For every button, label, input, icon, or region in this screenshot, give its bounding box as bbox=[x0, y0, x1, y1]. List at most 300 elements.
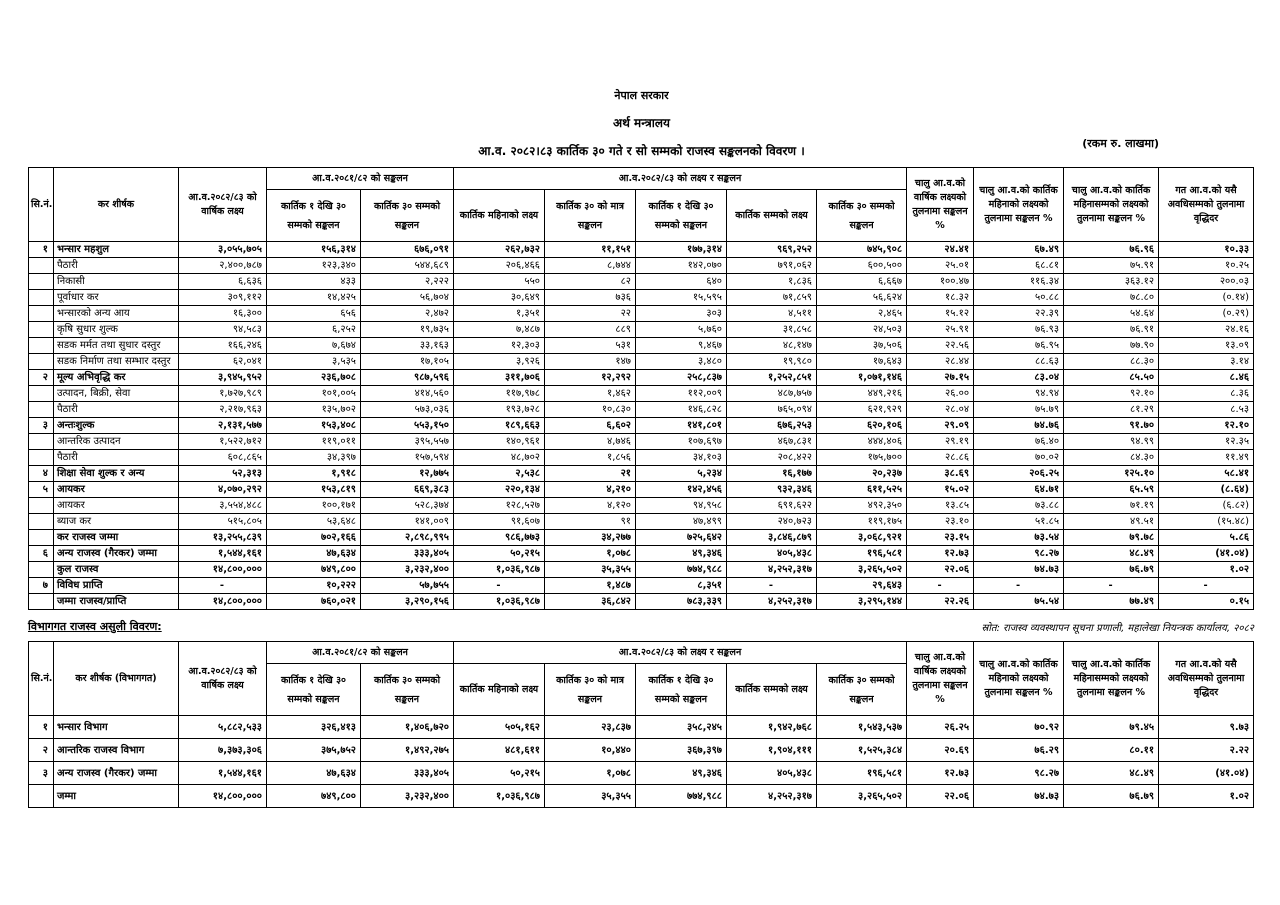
value-cell: ९१,६०७ bbox=[454, 514, 545, 530]
value-cell: ३४,२७७ bbox=[545, 530, 636, 546]
row-title-cell: सडक मर्मत तथा सुधार दस्तुर bbox=[54, 338, 179, 354]
source-note: स्रोत: राजस्व व्यवस्थापन सूचना प्रणाली, महालेखा नियन्त्रक कार्यालय, २०८२ bbox=[981, 623, 1254, 634]
value-cell: १७७,३१४ bbox=[636, 242, 727, 258]
value-cell: ७४९,८०० bbox=[267, 562, 361, 578]
value-cell: १९,७३५ bbox=[361, 322, 454, 338]
value-cell: १,४९२,२७५ bbox=[361, 739, 454, 762]
value-cell: ८२ bbox=[545, 274, 636, 290]
value-cell: ९४.९४ bbox=[974, 386, 1064, 402]
table-row bbox=[29, 514, 1254, 530]
row-title-cell: शिक्षा सेवा शुल्क र अन्य bbox=[54, 466, 179, 482]
row-title-cell: आन्तरिक उत्पादन bbox=[54, 434, 179, 450]
value-cell: ४,५११ bbox=[727, 306, 817, 322]
value-cell: ५,७६० bbox=[636, 322, 727, 338]
value-cell: ७,४८७ bbox=[454, 322, 545, 338]
value-cell: ५०५,१६२ bbox=[454, 716, 545, 739]
value-cell: ३७५,७५२ bbox=[267, 739, 361, 762]
value-cell: ६२०,१०६ bbox=[817, 418, 907, 434]
value-cell: १,९०४,१११ bbox=[727, 739, 817, 762]
row-title-cell: जम्मा bbox=[54, 785, 179, 808]
value-cell: १,४६२ bbox=[545, 386, 636, 402]
col-header-percent-3: चालु आ.व.को कार्तिक महिनासम्मको लक्ष्यको तुलनामा सङ्कलन % bbox=[1064, 642, 1159, 716]
sn-cell bbox=[29, 562, 54, 578]
value-cell: २९,६४३ bbox=[817, 578, 907, 594]
value-cell: १४७ bbox=[545, 354, 636, 370]
value-cell: १५३,४०८ bbox=[267, 418, 361, 434]
sn-cell: ७ bbox=[29, 578, 54, 594]
value-cell: १४२,४५६ bbox=[636, 482, 727, 498]
value-cell: ५०,२१५ bbox=[454, 762, 545, 785]
value-cell: १,५२२,७१२ bbox=[179, 434, 267, 450]
sn-cell bbox=[29, 322, 54, 338]
value-cell: ४४९,२१६ bbox=[817, 386, 907, 402]
value-cell: १९६,५८१ bbox=[817, 546, 907, 562]
value-cell: १३.०९ bbox=[1159, 338, 1254, 354]
value-cell: २२.०६ bbox=[907, 785, 974, 808]
value-cell: - bbox=[727, 578, 817, 594]
value-cell: १,०७८ bbox=[545, 546, 636, 562]
value-cell: ४४४,४०६ bbox=[817, 434, 907, 450]
col-header-sn: सि.नं. bbox=[29, 168, 54, 242]
value-cell: २.२२ bbox=[1159, 739, 1254, 762]
value-cell: २३.१० bbox=[907, 514, 974, 530]
value-cell: ३६३.१२ bbox=[1064, 274, 1159, 290]
value-cell: १९६,५८१ bbox=[817, 762, 907, 785]
sn-cell bbox=[29, 594, 54, 610]
value-cell: - bbox=[454, 578, 545, 594]
sn-cell bbox=[29, 498, 54, 514]
row-title-cell: कुल राजस्व bbox=[54, 562, 179, 578]
value-cell: ९४,९५८ bbox=[636, 498, 727, 514]
value-cell: ११७,९७८ bbox=[454, 386, 545, 402]
value-cell: ७१,८५९ bbox=[727, 290, 817, 306]
value-cell: ६११,५२५ bbox=[817, 482, 907, 498]
value-cell: ३,०५५,७०५ bbox=[179, 242, 267, 258]
value-cell: १८९,६६३ bbox=[454, 418, 545, 434]
col-header-percent-1: चालु आ.व.को वार्षिक लक्ष्यको तुलनामा सङ्कलन % bbox=[907, 168, 974, 242]
value-cell: ४,१२० bbox=[545, 498, 636, 514]
value-cell: ९,४६७ bbox=[636, 338, 727, 354]
value-cell: ४३३ bbox=[267, 274, 361, 290]
value-cell: २,४००,७८७ bbox=[179, 258, 267, 274]
value-cell: २२.०६ bbox=[907, 562, 974, 578]
value-cell: ११६.३४ bbox=[974, 274, 1064, 290]
value-cell: १०,८३० bbox=[545, 402, 636, 418]
value-cell: ७६.७९ bbox=[1064, 785, 1159, 808]
value-cell: ५६,७०४ bbox=[361, 290, 454, 306]
value-cell: ३०३ bbox=[636, 306, 727, 322]
table-row bbox=[29, 466, 1254, 482]
row-title-cell: पैठारी bbox=[54, 450, 179, 466]
value-cell: ४७,६३४ bbox=[267, 546, 361, 562]
value-cell: ८५.५० bbox=[1064, 370, 1159, 386]
table-row bbox=[29, 450, 1254, 466]
report-title: आ.व. २०८२।८३ कार्तिक ३० गते र सो सम्मको राजस्व सङ्कलनको विवरण । bbox=[478, 144, 805, 158]
row-title-cell: पैठारी bbox=[54, 258, 179, 274]
value-cell: २१ bbox=[545, 466, 636, 482]
value-cell: ५१५,८०५ bbox=[179, 514, 267, 530]
value-cell: १,७२७,९८९ bbox=[179, 386, 267, 402]
value-cell: ४१४,५६० bbox=[361, 386, 454, 402]
value-cell: ४,२१० bbox=[545, 482, 636, 498]
value-cell: २८.०४ bbox=[907, 402, 974, 418]
value-cell: १२.७३ bbox=[907, 762, 974, 785]
value-cell: ३.१४ bbox=[1159, 354, 1254, 370]
value-cell: ६४० bbox=[636, 274, 727, 290]
col-header-curr-fy-2: कार्तिक ३० को मात्र सङ्कलन bbox=[545, 190, 636, 242]
table-row bbox=[29, 546, 1254, 562]
col-header-curr-fy-3: कार्तिक १ देखि ३० सम्मको सङ्कलन bbox=[636, 190, 727, 242]
value-cell: ९८६,७७३ bbox=[454, 530, 545, 546]
value-cell: ७७.४९ bbox=[1064, 594, 1159, 610]
value-cell: ७४.७३ bbox=[974, 785, 1064, 808]
value-cell: ७४५,९०८ bbox=[817, 242, 907, 258]
row-title-cell: जम्मा राजस्व/प्राप्ति bbox=[54, 594, 179, 610]
section-divider-row bbox=[28, 619, 1254, 634]
value-cell: २२.५६ bbox=[907, 338, 974, 354]
sn-cell bbox=[29, 530, 54, 546]
col-header-tax-title: कर शीर्षक (विभागगत) bbox=[54, 642, 179, 716]
value-cell: २०८,४२२ bbox=[727, 450, 817, 466]
value-cell: ५४.६४ bbox=[1064, 306, 1159, 322]
value-cell: ४०५,४३८ bbox=[727, 762, 817, 785]
sn-cell bbox=[29, 338, 54, 354]
value-cell: ११२,००९ bbox=[636, 386, 727, 402]
value-cell: ७७४,९८८ bbox=[636, 562, 727, 578]
table-row bbox=[29, 594, 1254, 610]
col-header-curr-fy-1: कार्तिक महिनाको लक्ष्य bbox=[454, 664, 545, 716]
value-cell: ६७६,०९१ bbox=[361, 242, 454, 258]
value-cell: ४९२,३५० bbox=[817, 498, 907, 514]
value-cell: १,०३६,९८७ bbox=[454, 594, 545, 610]
col-header-annual-target: आ.व.२०८२/८३ को वार्षिक लक्ष्य bbox=[179, 168, 267, 242]
value-cell: ३५,३५५ bbox=[545, 562, 636, 578]
value-cell: ७५.९१ bbox=[1064, 258, 1159, 274]
table-row bbox=[29, 498, 1254, 514]
col-group-prev-fy-collection: आ.व.२०८१/८२ को सङ्कलन bbox=[267, 168, 454, 190]
value-cell: ६७६,२५३ bbox=[727, 418, 817, 434]
row-title-cell: मूल्य अभिवृद्धि कर bbox=[54, 370, 179, 386]
col-header-percent-2: चालु आ.व.को कार्तिक महिनाको लक्ष्यको तुलनामा सङ्कलन % bbox=[974, 642, 1064, 716]
value-cell: २३६,७०८ bbox=[267, 370, 361, 386]
value-cell: ७६.९३ bbox=[974, 322, 1064, 338]
value-cell: १४,८००,००० bbox=[179, 562, 267, 578]
value-cell: ६५.५९ bbox=[1064, 482, 1159, 498]
value-cell: १०.३३ bbox=[1159, 242, 1254, 258]
value-cell: ९.७३ bbox=[1159, 716, 1254, 739]
value-cell: ६,६६७ bbox=[817, 274, 907, 290]
col-header-percent-4: गत आ.व.को यसै अवधिसम्मको तुलनामा वृद्धिदर bbox=[1159, 168, 1254, 242]
value-cell: ७६.७९ bbox=[1064, 562, 1159, 578]
row-title-cell: भन्सारको अन्य आय bbox=[54, 306, 179, 322]
value-cell: १०७,६९७ bbox=[636, 434, 727, 450]
value-cell: ३१,८५८ bbox=[727, 322, 817, 338]
government-title: नेपाल सरकार bbox=[614, 89, 669, 102]
value-cell: ४७,६३४ bbox=[267, 762, 361, 785]
table-row bbox=[29, 274, 1254, 290]
value-cell: १,०३६,९८७ bbox=[454, 785, 545, 808]
col-header-prev-fy-1: कार्तिक १ देखि ३० सम्मको सङ्कलन bbox=[267, 190, 361, 242]
value-cell: १२,७७५ bbox=[361, 466, 454, 482]
value-cell: ३,२९५,१४४ bbox=[817, 594, 907, 610]
value-cell: ५२,३१३ bbox=[179, 466, 267, 482]
sn-cell: १ bbox=[29, 242, 54, 258]
value-cell: ८.५३ bbox=[1159, 402, 1254, 418]
value-cell: २४०,७२३ bbox=[727, 514, 817, 530]
value-cell: ७६.४० bbox=[974, 434, 1064, 450]
value-cell: १.०२ bbox=[1159, 785, 1254, 808]
value-cell: २४.४१ bbox=[907, 242, 974, 258]
value-cell: २६२,७३२ bbox=[454, 242, 545, 258]
value-cell: २४.१६ bbox=[1159, 322, 1254, 338]
value-cell: ११९,०११ bbox=[267, 434, 361, 450]
value-cell: ७३६ bbox=[545, 290, 636, 306]
value-cell: ५३,६४८ bbox=[267, 514, 361, 530]
value-cell: ८४.३० bbox=[1064, 450, 1159, 466]
value-cell: १४२,०७० bbox=[636, 258, 727, 274]
value-cell: ७६०,०२१ bbox=[267, 594, 361, 610]
value-cell: ४,२५२,३१७ bbox=[727, 562, 817, 578]
row-title-cell: सडक निर्माण तथा सम्भार दस्तुर bbox=[54, 354, 179, 370]
value-cell: १७,६४३ bbox=[817, 354, 907, 370]
value-cell: ७७.९० bbox=[1064, 338, 1159, 354]
row-title-cell: कृषि सुधार शुल्क bbox=[54, 322, 179, 338]
col-header-curr-fy-2: कार्तिक ३० को मात्र सङ्कलन bbox=[545, 664, 636, 716]
value-cell: २०६.२५ bbox=[974, 466, 1064, 482]
value-cell: ११.४९ bbox=[1159, 450, 1254, 466]
value-cell: ८.३६ bbox=[1159, 386, 1254, 402]
value-cell: २,५३८ bbox=[454, 466, 545, 482]
value-cell: ६६९,३८३ bbox=[361, 482, 454, 498]
value-cell: ३७,५०६ bbox=[817, 338, 907, 354]
value-cell: २२ bbox=[545, 306, 636, 322]
value-cell: १००,१७१ bbox=[267, 498, 361, 514]
value-cell: १६,३०० bbox=[179, 306, 267, 322]
value-cell: १,०७८ bbox=[545, 762, 636, 785]
col-header-curr-fy-4: कार्तिक सम्मको लक्ष्य bbox=[727, 190, 817, 242]
sn-cell bbox=[29, 386, 54, 402]
value-cell: ७०२,१६६ bbox=[267, 530, 361, 546]
document-header bbox=[28, 0, 1255, 159]
value-cell: २,१३१,५७७ bbox=[179, 418, 267, 434]
value-cell: ७३.८८ bbox=[974, 498, 1064, 514]
value-cell: १४,८००,००० bbox=[179, 785, 267, 808]
sn-cell bbox=[29, 450, 54, 466]
value-cell: १२५.१० bbox=[1064, 466, 1159, 482]
value-cell: १४१,८०१ bbox=[636, 418, 727, 434]
value-cell: (४१.०४) bbox=[1159, 546, 1254, 562]
value-cell: १२.७३ bbox=[907, 546, 974, 562]
value-cell: १५.१२ bbox=[907, 306, 974, 322]
value-cell: १२८,५२७ bbox=[454, 498, 545, 514]
value-cell: (८.६४) bbox=[1159, 482, 1254, 498]
value-cell: १,०७१,१४६ bbox=[817, 370, 907, 386]
table-row bbox=[29, 386, 1254, 402]
value-cell: ४८,७०२ bbox=[454, 450, 545, 466]
table-row bbox=[29, 402, 1254, 418]
value-cell: ३०९,११२ bbox=[179, 290, 267, 306]
value-cell: ४९,३४६ bbox=[636, 546, 727, 562]
value-cell: ३५,३५५ bbox=[545, 785, 636, 808]
table-row bbox=[29, 306, 1254, 322]
table-row bbox=[29, 785, 1254, 808]
col-header-annual-target: आ.व.२०८२/८३ को वार्षिक लक्ष्य bbox=[179, 642, 267, 716]
col-header-prev-fy-2: कार्तिक ३० सम्मको सङ्कलन bbox=[361, 664, 454, 716]
sn-cell: ६ bbox=[29, 546, 54, 562]
value-cell: ६०८,८६५ bbox=[179, 450, 267, 466]
col-group-prev-fy-collection: आ.व.२०८१/८२ को सङ्कलन bbox=[267, 642, 454, 664]
col-header-curr-fy-3: कार्तिक १ देखि ३० सम्मको सङ्कलन bbox=[636, 664, 727, 716]
value-cell: १,४८७ bbox=[545, 578, 636, 594]
value-cell: ५,८८२,५३३ bbox=[179, 716, 267, 739]
value-cell: ५०.८८ bbox=[974, 290, 1064, 306]
value-cell: २६.०० bbox=[907, 386, 974, 402]
value-cell: १०,२२२ bbox=[267, 578, 361, 594]
row-title-cell: कर राजस्व जम्मा bbox=[54, 530, 179, 546]
value-cell: ६,६३६ bbox=[179, 274, 267, 290]
sn-cell bbox=[29, 514, 54, 530]
value-cell: २३.१५ bbox=[907, 530, 974, 546]
value-cell: ३४,३९७ bbox=[267, 450, 361, 466]
value-cell: ३,०६८,९२१ bbox=[817, 530, 907, 546]
value-cell: ५४४,६८९ bbox=[361, 258, 454, 274]
col-header-percent-2: चालु आ.व.को कार्तिक महिनाको लक्ष्यको तुलनामा सङ्कलन % bbox=[974, 168, 1064, 242]
col-group-curr-fy-target-collection: आ.व.२०८२/८३ को लक्ष्य र सङ्कलन bbox=[454, 168, 907, 190]
sn-cell bbox=[29, 354, 54, 370]
table-row bbox=[29, 578, 1254, 594]
value-cell: - bbox=[1064, 578, 1159, 594]
value-cell: ३५८,२४५ bbox=[636, 716, 727, 739]
value-cell: १४,४२५ bbox=[267, 290, 361, 306]
sn-cell: ३ bbox=[29, 418, 54, 434]
value-cell: ३२६,४१३ bbox=[267, 716, 361, 739]
value-cell: १३.८५ bbox=[907, 498, 974, 514]
sn-cell: ३ bbox=[29, 762, 54, 785]
value-cell: ६००,५०० bbox=[817, 258, 907, 274]
value-cell: १,५४४,१६१ bbox=[179, 762, 267, 785]
row-title-cell: भन्सार विभाग bbox=[54, 716, 179, 739]
value-cell: १५,५९५ bbox=[636, 290, 727, 306]
table-row bbox=[29, 258, 1254, 274]
value-cell: २५.९१ bbox=[907, 322, 974, 338]
value-cell: १४०,९६१ bbox=[454, 434, 545, 450]
value-cell: ४६७,८३१ bbox=[727, 434, 817, 450]
value-cell: ८८.६३ bbox=[974, 354, 1064, 370]
value-cell: ५७,७५५ bbox=[361, 578, 454, 594]
col-header-curr-fy-5: कार्तिक ३० सम्मको सङ्कलन bbox=[817, 664, 907, 716]
row-title-cell: ब्याज कर bbox=[54, 514, 179, 530]
value-cell: १,८५६ bbox=[545, 450, 636, 466]
value-cell: ९८७,५९६ bbox=[361, 370, 454, 386]
sn-cell bbox=[29, 258, 54, 274]
department-section-heading: विभागगत राजस्व असुली विवरण: bbox=[28, 620, 162, 633]
value-cell: १२.३५ bbox=[1159, 434, 1254, 450]
value-cell: २२०,१३४ bbox=[454, 482, 545, 498]
value-cell: (०.२९) bbox=[1159, 306, 1254, 322]
value-cell: ६४.७१ bbox=[974, 482, 1064, 498]
value-cell: ८१.२९ bbox=[1064, 402, 1159, 418]
value-cell: १,९१८ bbox=[267, 466, 361, 482]
table-row bbox=[29, 562, 1254, 578]
table-row bbox=[29, 739, 1254, 762]
value-cell: ४०५,४३८ bbox=[727, 546, 817, 562]
value-cell: २६.२५ bbox=[907, 716, 974, 739]
value-cell: १९३,७२८ bbox=[454, 402, 545, 418]
value-cell: ७६.९६ bbox=[1064, 242, 1159, 258]
col-group-curr-fy-target-collection: आ.व.२०८२/८३ को लक्ष्य र सङ्कलन bbox=[454, 642, 907, 664]
value-cell: २७.१५ bbox=[907, 370, 974, 386]
value-cell: ५६,६२४ bbox=[817, 290, 907, 306]
value-cell: १,५२५,३८४ bbox=[817, 739, 907, 762]
sn-cell bbox=[29, 434, 54, 450]
sn-cell bbox=[29, 785, 54, 808]
value-cell: ९३२,३४६ bbox=[727, 482, 817, 498]
value-cell: ४,२५२,३१७ bbox=[727, 594, 817, 610]
value-cell: १,५४४,१६१ bbox=[179, 546, 267, 562]
value-cell: ९८.२७ bbox=[974, 546, 1064, 562]
value-cell: २,२२२ bbox=[361, 274, 454, 290]
value-cell: १०१,००५ bbox=[267, 386, 361, 402]
value-cell: ७,६७४ bbox=[267, 338, 361, 354]
value-cell: १,३५१ bbox=[454, 306, 545, 322]
value-cell: ७५.५४ bbox=[974, 594, 1064, 610]
value-cell: ४८.४९ bbox=[1064, 762, 1159, 785]
value-cell: २२.३९ bbox=[974, 306, 1064, 322]
value-cell: १३,२५५,८३९ bbox=[179, 530, 267, 546]
value-cell: १९,९८० bbox=[727, 354, 817, 370]
value-cell: ७९.७८ bbox=[1064, 530, 1159, 546]
document-page bbox=[28, 0, 1255, 808]
value-cell: ९४,५८३ bbox=[179, 322, 267, 338]
value-cell: २,८९८,९९५ bbox=[361, 530, 454, 546]
value-cell: १८.३२ bbox=[907, 290, 974, 306]
value-cell: ६९१,६२२ bbox=[727, 498, 817, 514]
col-header-prev-fy-2: कार्तिक ३० सम्मको सङ्कलन bbox=[361, 190, 454, 242]
sn-cell bbox=[29, 274, 54, 290]
value-cell: ३८.६९ bbox=[907, 466, 974, 482]
value-cell: ११,१५१ bbox=[545, 242, 636, 258]
value-cell: १,५४३,५३७ bbox=[817, 716, 907, 739]
value-cell: १००.४७ bbox=[907, 274, 974, 290]
row-title-cell: आयकर bbox=[54, 498, 179, 514]
col-header-sn: सि.नं. bbox=[29, 642, 54, 716]
value-cell: ६२,०४१ bbox=[179, 354, 267, 370]
value-cell: ३०,६४९ bbox=[454, 290, 545, 306]
value-cell: २९.१९ bbox=[907, 434, 974, 450]
value-cell: ९२.१० bbox=[1064, 386, 1159, 402]
value-cell: ६,६०२ bbox=[545, 418, 636, 434]
value-cell: ९१ bbox=[545, 514, 636, 530]
value-cell: ७०.९२ bbox=[974, 716, 1064, 739]
value-cell: १,९४२,७६८ bbox=[727, 716, 817, 739]
value-cell: ८८.३० bbox=[1064, 354, 1159, 370]
value-cell: २३,८३७ bbox=[545, 716, 636, 739]
value-cell: १०.२५ bbox=[1159, 258, 1254, 274]
sn-cell bbox=[29, 306, 54, 322]
value-cell: ३४,१०३ bbox=[636, 450, 727, 466]
value-cell: ८,३५१ bbox=[636, 578, 727, 594]
value-cell: ३३३,४०५ bbox=[361, 546, 454, 562]
table-row bbox=[29, 716, 1254, 739]
sn-cell: २ bbox=[29, 370, 54, 386]
value-cell: ७,३७३,३०६ bbox=[179, 739, 267, 762]
sn-cell: ४ bbox=[29, 466, 54, 482]
value-cell: ८.४६ bbox=[1159, 370, 1254, 386]
value-cell: ७०.०२ bbox=[974, 450, 1064, 466]
ministry-title: अर्थ मन्त्रालय bbox=[613, 116, 670, 130]
value-cell: (१५.४८) bbox=[1159, 514, 1254, 530]
table-row bbox=[29, 338, 1254, 354]
